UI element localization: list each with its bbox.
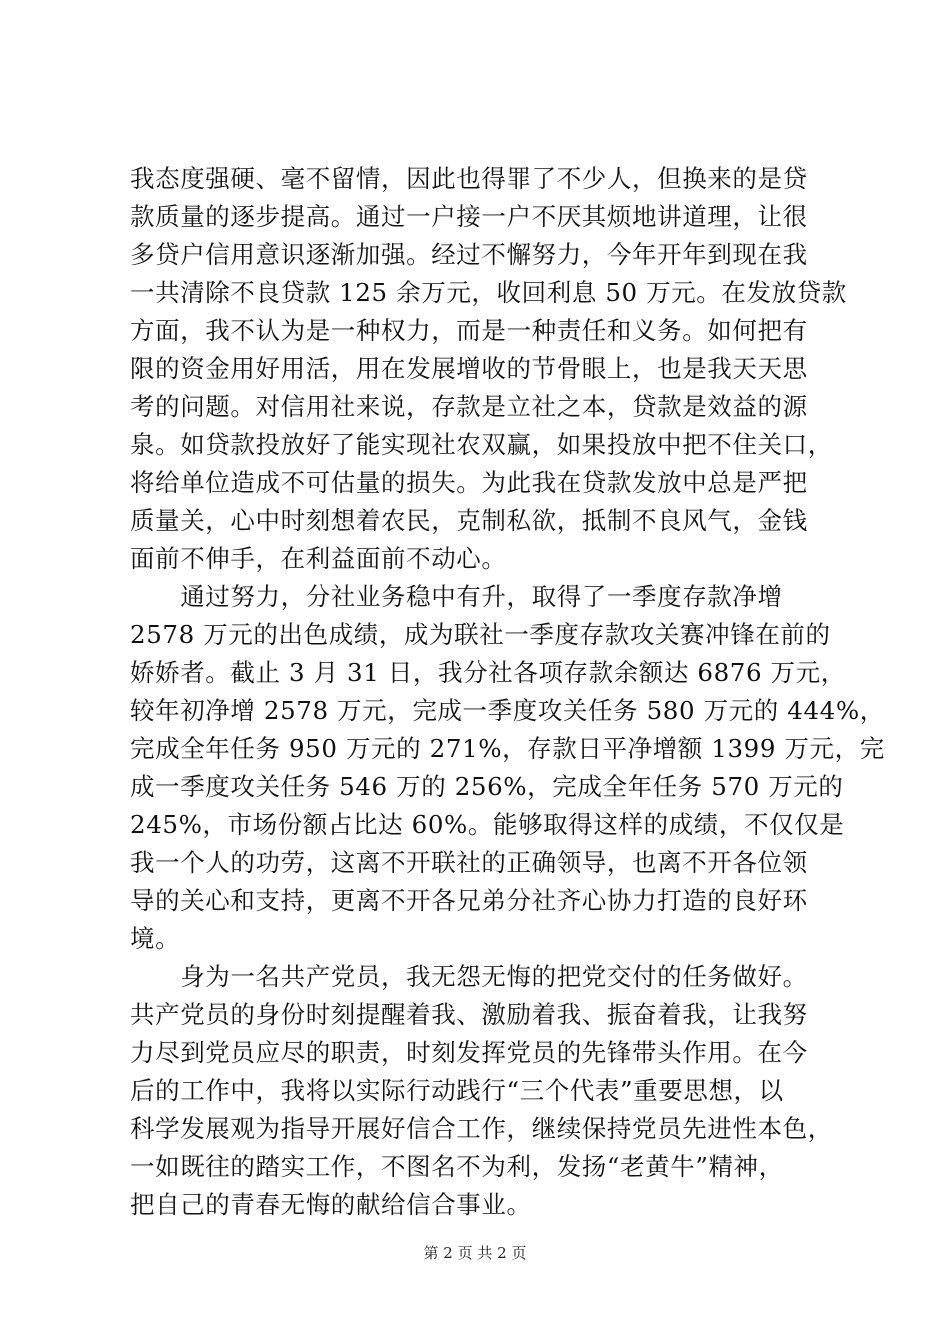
text-line: 导的关心和支持，更离不开各兄弟分社齐心协力打造的良好环 xyxy=(130,886,808,915)
text-line: 我一个人的功劳，这离不开联社的正确领导，也离不开各位领 xyxy=(130,848,808,877)
text-line: 完成全年任务 950 万元的 271%，存款日平净增额 1399 万元，完 xyxy=(130,734,885,763)
page-footer xyxy=(0,1243,950,1263)
text-line: 力尽到党员应尽的职责，时刻发挥党员的先锋带头作用。在今 xyxy=(130,1038,808,1067)
text-line: 一如既往的踏实工作，不图名不为利，发扬“老黄牛”精神， xyxy=(130,1152,784,1181)
text-line: 把自己的青春无悔的献给信合事业。 xyxy=(130,1190,532,1219)
text-line: 境。 xyxy=(130,924,181,953)
text-line: 成一季度攻关任务 546 万的 256%，完成全年任务 570 万元的 xyxy=(130,772,844,801)
page-number-label: 第 2 页 共 2 页 xyxy=(423,1244,527,1262)
text-line: 后的工作中，我将以实际行动践行“三个代表”重要思想，以 xyxy=(130,1076,784,1105)
text-line: 考的问题。对信用社来说，存款是立社之本，贷款是效益的源 xyxy=(130,392,808,421)
text-line: 身为一名共产党员，我无怨无悔的把党交付的任务做好。 xyxy=(130,962,808,991)
text-line: 款质量的逐步提高。通过一户接一户不厌其烦地讲道理，让很 xyxy=(130,202,808,231)
text-line: 245%，市场份额占比达 60%。能够取得这样的成绩，不仅仅是 xyxy=(130,810,845,839)
text-line: 2578 万元的出色成绩，成为联社一季度存款攻关赛冲锋在前的 xyxy=(130,620,831,649)
text-line: 将给单位造成不可估量的损失。为此我在贷款发放中总是严把 xyxy=(130,468,808,497)
text-line: 一共清除不良贷款 125 余万元，收回利息 50 万元。在发放贷款 xyxy=(130,278,847,307)
body-text xyxy=(130,160,885,1224)
text-line: 科学发展观为指导开展好信合工作，继续保持党员先进性本色， xyxy=(130,1114,833,1143)
text-line: 通过努力，分社业务稳中有升，取得了一季度存款净增 xyxy=(130,582,783,611)
text-line: 方面，我不认为是一种权力，而是一种责任和义务。如何把有 xyxy=(130,316,808,345)
text-line: 质量关，心中时刻想着农民，克制私欲，抵制不良风气，金钱 xyxy=(130,506,808,535)
text-line: 共产党员的身份时刻提醒着我、激励着我、振奋着我，让我努 xyxy=(130,1000,808,1029)
text-line: 面前不伸手，在利益面前不动心。 xyxy=(130,544,507,573)
text-line: 我态度强硬、毫不留情，因此也得罪了不少人，但换来的是贷 xyxy=(130,164,808,193)
text-line: 娇娇者。截止 3 月 31 日，我分社各项存款余额达 6876 万元， xyxy=(130,658,846,687)
text-line: 多贷户信用意识逐渐加强。经过不懈努力，今年开年到现在我 xyxy=(130,240,808,269)
text-line: 较年初净增 2578 万元，完成一季度攻关任务 580 万元的 444%， xyxy=(130,696,885,725)
text-line: 泉。如贷款投放好了能实现社农双赢，如果投放中把不住关口， xyxy=(130,430,833,459)
text-line: 限的资金用好用活，用在发展增收的节骨眼上，也是我天天思 xyxy=(130,354,808,383)
